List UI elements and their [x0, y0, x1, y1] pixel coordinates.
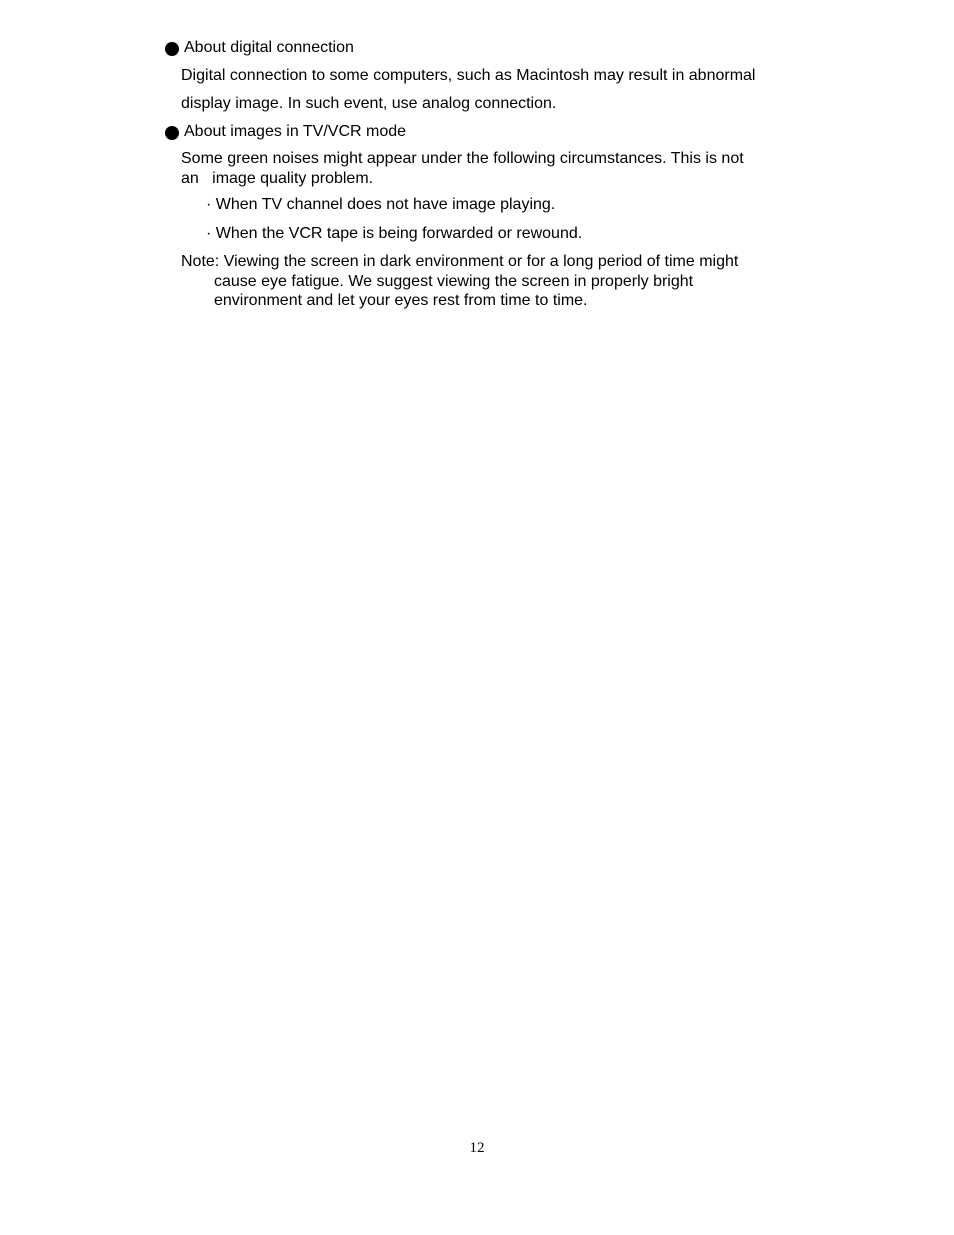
section-body-line: an image quality problem. [181, 170, 374, 187]
bullet-icon [165, 42, 179, 56]
bullet-icon [165, 126, 179, 140]
list-item: · When TV channel does not have image playing. [206, 196, 556, 213]
page-number: 12 [469, 1140, 485, 1156]
section-heading: About digital connection [184, 39, 354, 56]
section-body-line: Digital connection to some computers, such as Macintosh may result in abnormal [181, 67, 756, 84]
section-body-line: display image. In such event, use analog connection. [181, 95, 557, 112]
note-line: cause eye fatigue. We suggest viewing the screen in properly bright [214, 273, 694, 290]
note-line: environment and let your eyes rest from time to time. [214, 292, 588, 309]
note-line: Note: Viewing the screen in dark environment or for a long period of time might [181, 253, 739, 270]
section-body-line: Some green noises might appear under the following circumstances. This is not [181, 150, 744, 167]
list-item: · When the VCR tape is being forwarded or rewound. [206, 225, 583, 242]
section-heading: About images in TV/VCR mode [184, 123, 407, 140]
